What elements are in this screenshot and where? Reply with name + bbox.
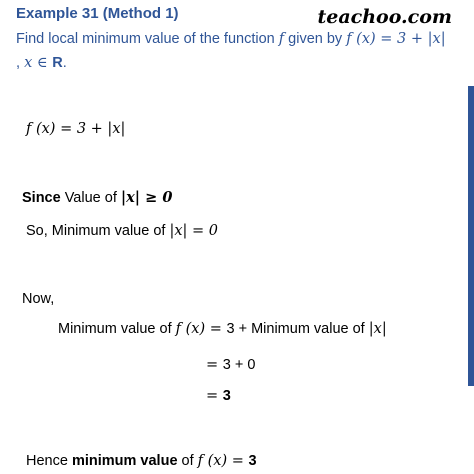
since-line [22,189,172,207]
question-real-set: R [52,55,63,71]
since-math: |x| ≥ 0 [120,189,173,206]
example-title: Example 31 (Method 1) [16,5,179,22]
now-label: Now, [22,291,55,307]
hence-eq: = [227,453,249,469]
conclusion-line [26,452,257,470]
question-comma: , [16,55,21,71]
since-label: Since [22,190,61,206]
question-text-1: Find local minimum value of the function [16,31,279,47]
hence-of: of [177,453,198,469]
equation-step-1 [206,356,255,374]
question-text-2: given by [284,31,347,47]
question-line-1 [16,30,446,48]
question-line-2 [16,54,67,72]
hence-fx: f (x) [197,453,228,469]
min-text-1: Minimum value of [58,321,176,337]
scrollbar[interactable] [468,86,474,386]
min-eq: = [205,321,227,337]
question-f: f [278,31,285,47]
eq1-value: 3 + 0 [222,357,256,373]
hence-text: Hence [26,453,72,469]
question-x-in: x ∈ [24,55,53,71]
min-fx: f (x) [175,321,206,337]
since-text: Value of [60,190,121,206]
equation-step-2 [206,387,231,405]
so-line [26,222,218,240]
question-expression: f (x) = 3 + |x| [346,31,446,47]
so-math: |x| = 0 [169,223,218,239]
eq1-sign: = [206,357,223,373]
hence-bold: minimum value [71,453,178,469]
eq2-value: 3 [222,388,231,404]
eq2-sign: = [206,388,223,404]
function-definition: f (x) = 3 + |x| [26,121,126,137]
min-abs: |x| [368,321,387,337]
so-text: So, Minimum value of [26,223,170,239]
question-period: . [62,55,67,71]
min-text-2: 3 + Minimum value of [226,321,369,337]
teachoo-logo: teachoo.com [317,6,452,28]
minimum-value-line [58,320,387,338]
hence-value: 3 [248,453,257,469]
